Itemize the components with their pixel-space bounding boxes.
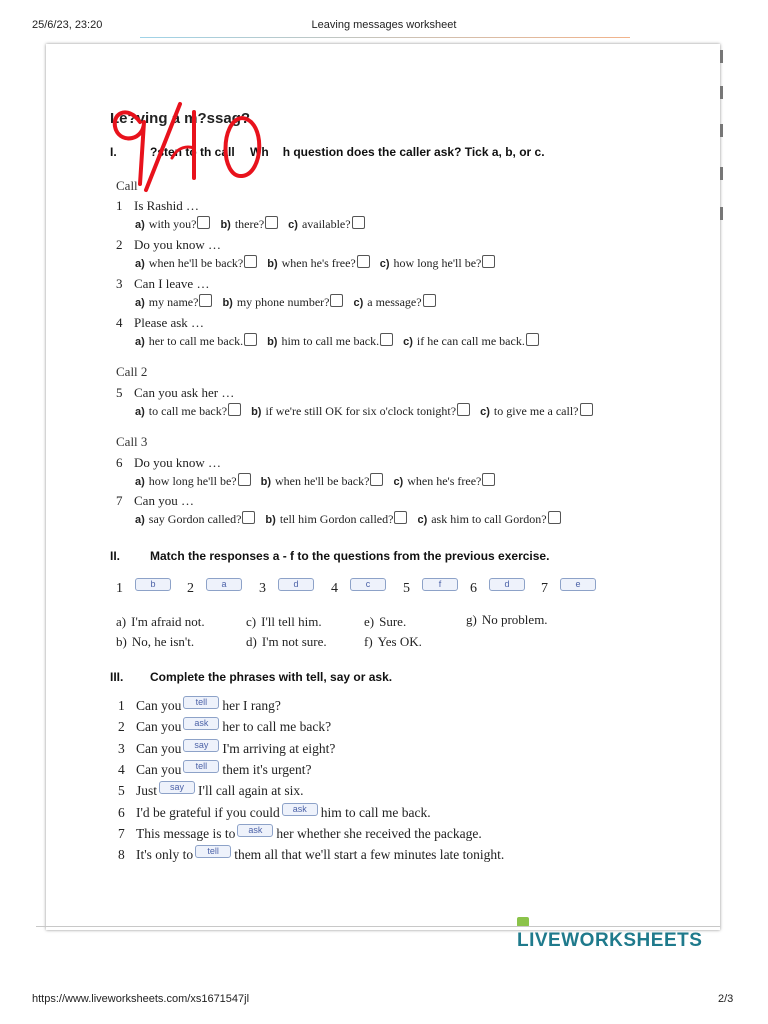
options-row — [135, 403, 603, 419]
question-text: Please ask … — [134, 315, 205, 330]
response-text: I'm not sure. — [261, 634, 327, 649]
option-text: how long he'll be? — [393, 256, 482, 270]
phrase-answer-input[interactable]: say — [159, 781, 195, 794]
tick-checkbox[interactable] — [423, 294, 436, 307]
match-answer-input[interactable]: d — [278, 578, 314, 591]
scrollbar-tick — [720, 86, 723, 99]
options-row — [135, 216, 375, 232]
question-number: 4 — [116, 315, 123, 330]
option-text: her to call me back. — [148, 334, 244, 348]
question-number: 2 — [116, 237, 123, 252]
response-3 — [246, 634, 327, 650]
tick-checkbox[interactable] — [244, 255, 257, 268]
tick-checkbox[interactable] — [370, 473, 383, 486]
question-3 — [116, 276, 209, 292]
option-letter: b) — [267, 336, 278, 348]
match-item-4 — [331, 578, 386, 597]
tick-checkbox[interactable] — [244, 333, 257, 346]
tick-checkbox[interactable] — [380, 333, 393, 346]
match-answer-input[interactable]: e — [560, 578, 596, 591]
options-row — [135, 333, 549, 349]
phrase-4 — [118, 760, 312, 778]
question-2 — [116, 237, 221, 253]
option-text: when he'll be back? — [148, 256, 244, 270]
match-answer-input[interactable]: a — [206, 578, 242, 591]
option-text: my name? — [148, 295, 199, 309]
response-letter: c) — [246, 614, 257, 629]
option-letter: b) — [267, 258, 278, 270]
print-datetime: 25/6/23, 23:20 — [32, 19, 103, 31]
option-letter: b) — [260, 476, 271, 488]
question-text: Is Rashid … — [134, 198, 199, 213]
match-number: 3 — [259, 581, 266, 596]
phrase-before: I'd be grateful if you could — [136, 804, 280, 820]
response-letter: f) — [364, 634, 373, 649]
instruction-text: Complete the phrases with tell, say or ask. — [150, 670, 393, 684]
tick-checkbox[interactable] — [548, 511, 561, 524]
tick-checkbox[interactable] — [242, 511, 255, 524]
phrase-number: 6 — [118, 804, 125, 820]
match-item-5 — [403, 578, 458, 597]
match-number: 1 — [116, 581, 123, 596]
section1-title: Le?ving a m?ssag? — [110, 110, 251, 127]
match-answer-input[interactable]: f — [422, 578, 458, 591]
option-letter: a) — [135, 297, 145, 309]
phrase-answer-input[interactable]: say — [183, 739, 219, 752]
phrase-7 — [118, 824, 482, 842]
instruction-part: ?sten to th — [150, 145, 212, 159]
section-numeral: I. — [110, 145, 117, 159]
phrase-after: them all that we'll start a few minutes late tonight. — [234, 847, 505, 863]
question-6 — [116, 455, 221, 471]
response-text: Sure. — [379, 614, 407, 629]
option-text: a message? — [367, 295, 422, 309]
question-text: Can you ask her … — [134, 385, 235, 400]
question-number: 3 — [116, 276, 123, 291]
response-6 — [466, 612, 548, 628]
section3-instruction — [110, 670, 392, 684]
question-text: Do you know … — [134, 455, 222, 470]
option-text: available? — [301, 217, 351, 231]
option-letter: a) — [135, 406, 145, 418]
options-row — [135, 473, 505, 489]
divider — [140, 37, 630, 38]
match-item-3 — [259, 578, 314, 597]
scrollbar-tick — [720, 167, 723, 180]
match-item-1 — [116, 578, 171, 597]
options-row — [135, 511, 571, 527]
match-number: 4 — [331, 581, 338, 596]
question-number: 1 — [116, 198, 123, 213]
option-letter: a) — [135, 258, 145, 270]
question-number: 6 — [116, 455, 123, 470]
phrase-before: Just — [136, 783, 158, 799]
print-url: https://www.liveworksheets.com/xs1671547jl — [32, 993, 250, 1005]
response-letter: b) — [116, 634, 127, 649]
instruction-part: call — [214, 145, 235, 159]
tick-checkbox[interactable] — [238, 473, 251, 486]
question-1 — [116, 198, 199, 214]
phrase-number: 4 — [118, 761, 125, 777]
response-2 — [246, 614, 322, 630]
response-letter: e) — [364, 614, 375, 629]
match-item-2 — [187, 578, 242, 597]
option-letter: a) — [135, 336, 145, 348]
option-letter: c) — [353, 297, 364, 309]
divider — [36, 926, 720, 927]
phrase-answer-input[interactable]: ask — [282, 803, 318, 816]
match-number: 6 — [470, 581, 477, 596]
phrase-number: 1 — [118, 698, 125, 713]
question-text: Do you know … — [134, 237, 222, 252]
instruction-part: h question does the caller ask? Tick a, b, or c. — [282, 145, 545, 159]
print-page-number: 2/3 — [718, 993, 734, 1005]
tick-checkbox[interactable] — [197, 216, 210, 229]
phrase-before: Can you — [136, 740, 182, 756]
scrollbar-tick — [720, 207, 723, 220]
tick-checkbox[interactable] — [357, 255, 370, 268]
phrase-number: 3 — [118, 740, 125, 756]
option-letter: b) — [220, 219, 231, 231]
response-letter: g) — [466, 612, 477, 627]
phrase-answer-input[interactable]: ask — [183, 717, 219, 730]
option-letter: b) — [222, 297, 233, 309]
logo-text: LIVEWORKSHEETS — [517, 930, 703, 951]
phrase-after: him to call me back. — [320, 804, 431, 820]
tick-checkbox[interactable] — [330, 294, 343, 307]
response-4 — [364, 614, 406, 630]
phrase-number: 2 — [118, 719, 125, 735]
question-text: Can I leave … — [134, 276, 210, 291]
phrase-after: her whether she received the package. — [276, 825, 482, 841]
section-numeral: III. — [110, 670, 124, 684]
response-text: No problem. — [481, 612, 548, 627]
option-text: when he's free? — [281, 256, 356, 270]
option-text: to call me back? — [148, 404, 228, 418]
tick-checkbox[interactable] — [526, 333, 539, 346]
match-number: 5 — [403, 581, 410, 596]
phrase-number: 5 — [118, 783, 125, 799]
option-letter: c) — [480, 406, 490, 418]
question-7 — [116, 493, 194, 509]
instruction-text: Match the responses a - f to the questions from the previous exercise. — [150, 549, 550, 563]
question-number: 5 — [116, 385, 123, 400]
option-letter: a) — [135, 514, 145, 526]
phrase-number: 8 — [118, 847, 125, 863]
option-letter: c) — [379, 258, 390, 270]
question-number: 7 — [116, 493, 123, 508]
option-letter: c) — [393, 476, 404, 488]
score-annotation — [102, 92, 302, 192]
phrase-answer-input[interactable]: tell — [183, 760, 219, 773]
option-letter: c) — [417, 514, 428, 526]
response-text: Yes OK. — [377, 634, 422, 649]
match-answer-input[interactable]: c — [350, 578, 386, 591]
call-label: Call 2 — [116, 364, 148, 379]
response-text: No, he isn't. — [131, 634, 195, 649]
option-text: tell him Gordon called? — [279, 512, 394, 526]
phrase-before: This message is to — [136, 825, 236, 841]
options-row — [135, 294, 446, 310]
response-0 — [116, 614, 205, 630]
tick-checkbox[interactable] — [265, 216, 278, 229]
phrase-number: 7 — [118, 825, 125, 841]
instruction-part: Wh — [250, 145, 269, 159]
option-text: if we're still OK for six o'clock tonight? — [265, 404, 457, 418]
options-row — [135, 255, 505, 271]
option-letter: a) — [135, 219, 145, 231]
match-item-6 — [470, 578, 525, 597]
phrase-before: Can you — [136, 719, 182, 735]
response-text: I'm afraid not. — [131, 614, 205, 629]
score-text: 9/10 — [102, 92, 104, 93]
tick-checkbox[interactable] — [580, 403, 593, 416]
option-text: ask him to call Gordon? — [431, 512, 547, 526]
phrase-after: them it's urgent? — [222, 761, 312, 777]
phrase-before: It's only to — [136, 847, 194, 863]
tick-checkbox[interactable] — [394, 511, 407, 524]
phrase-after: I'm arriving at eight? — [222, 740, 336, 756]
match-number: 7 — [541, 581, 548, 596]
phrase-after: her to call me back? — [222, 719, 332, 735]
call-label: Call 3 — [116, 434, 148, 449]
phrase-6 — [118, 803, 431, 821]
question-text: Can you … — [134, 493, 194, 508]
phrase-2 — [118, 717, 331, 735]
phrase-5 — [118, 781, 304, 799]
phrase-after: her I rang? — [222, 698, 281, 713]
option-text: when he's free? — [407, 474, 482, 488]
question-4 — [116, 315, 204, 331]
option-text: how long he'll be? — [148, 474, 237, 488]
match-answer-input[interactable]: d — [489, 578, 525, 591]
response-text: I'll tell him. — [261, 614, 322, 629]
option-text: with you? — [148, 217, 197, 231]
option-text: my phone number? — [236, 295, 330, 309]
option-letter: a) — [135, 476, 145, 488]
phrase-3 — [118, 739, 335, 757]
print-title: Leaving messages worksheet — [311, 19, 457, 31]
tick-checkbox[interactable] — [457, 403, 470, 416]
option-letter: b) — [265, 514, 276, 526]
response-letter: d) — [246, 634, 257, 649]
option-text: him to call me back. — [281, 334, 380, 348]
response-5 — [364, 634, 422, 650]
phrase-1 — [118, 696, 281, 714]
tick-checkbox[interactable] — [199, 294, 212, 307]
option-letter: c) — [403, 336, 413, 348]
option-text: say Gordon called? — [148, 512, 242, 526]
tick-checkbox[interactable] — [352, 216, 365, 229]
option-letter: b) — [251, 406, 262, 418]
tick-checkbox[interactable] — [228, 403, 241, 416]
option-text: to give me a call? — [493, 404, 579, 418]
option-letter: c) — [288, 219, 298, 231]
call-label: Call — [116, 178, 138, 193]
phrase-after: I'll call again at six. — [198, 783, 304, 799]
match-answer-input[interactable]: b — [135, 578, 171, 591]
option-text: there? — [234, 217, 265, 231]
phrase-answer-input[interactable]: ask — [237, 824, 273, 837]
section-numeral: II. — [110, 549, 121, 563]
match-item-7 — [541, 578, 596, 597]
phrase-before: Can you — [136, 698, 182, 713]
phrase-8 — [118, 845, 504, 863]
phrase-answer-input[interactable]: tell — [195, 845, 231, 858]
scrollbar-tick — [720, 124, 723, 137]
option-text: when he'll be back? — [274, 474, 370, 488]
match-number: 2 — [187, 581, 194, 596]
tick-checkbox[interactable] — [482, 255, 495, 268]
response-letter: a) — [116, 614, 127, 629]
phrase-answer-input[interactable]: tell — [183, 696, 219, 709]
question-5 — [116, 385, 234, 401]
tick-checkbox[interactable] — [482, 473, 495, 486]
response-1 — [116, 634, 194, 650]
scrollbar-tick — [720, 50, 723, 63]
phrase-before: Can you — [136, 761, 182, 777]
option-text: if he can call me back. — [416, 334, 525, 348]
section2-instruction — [110, 549, 549, 563]
